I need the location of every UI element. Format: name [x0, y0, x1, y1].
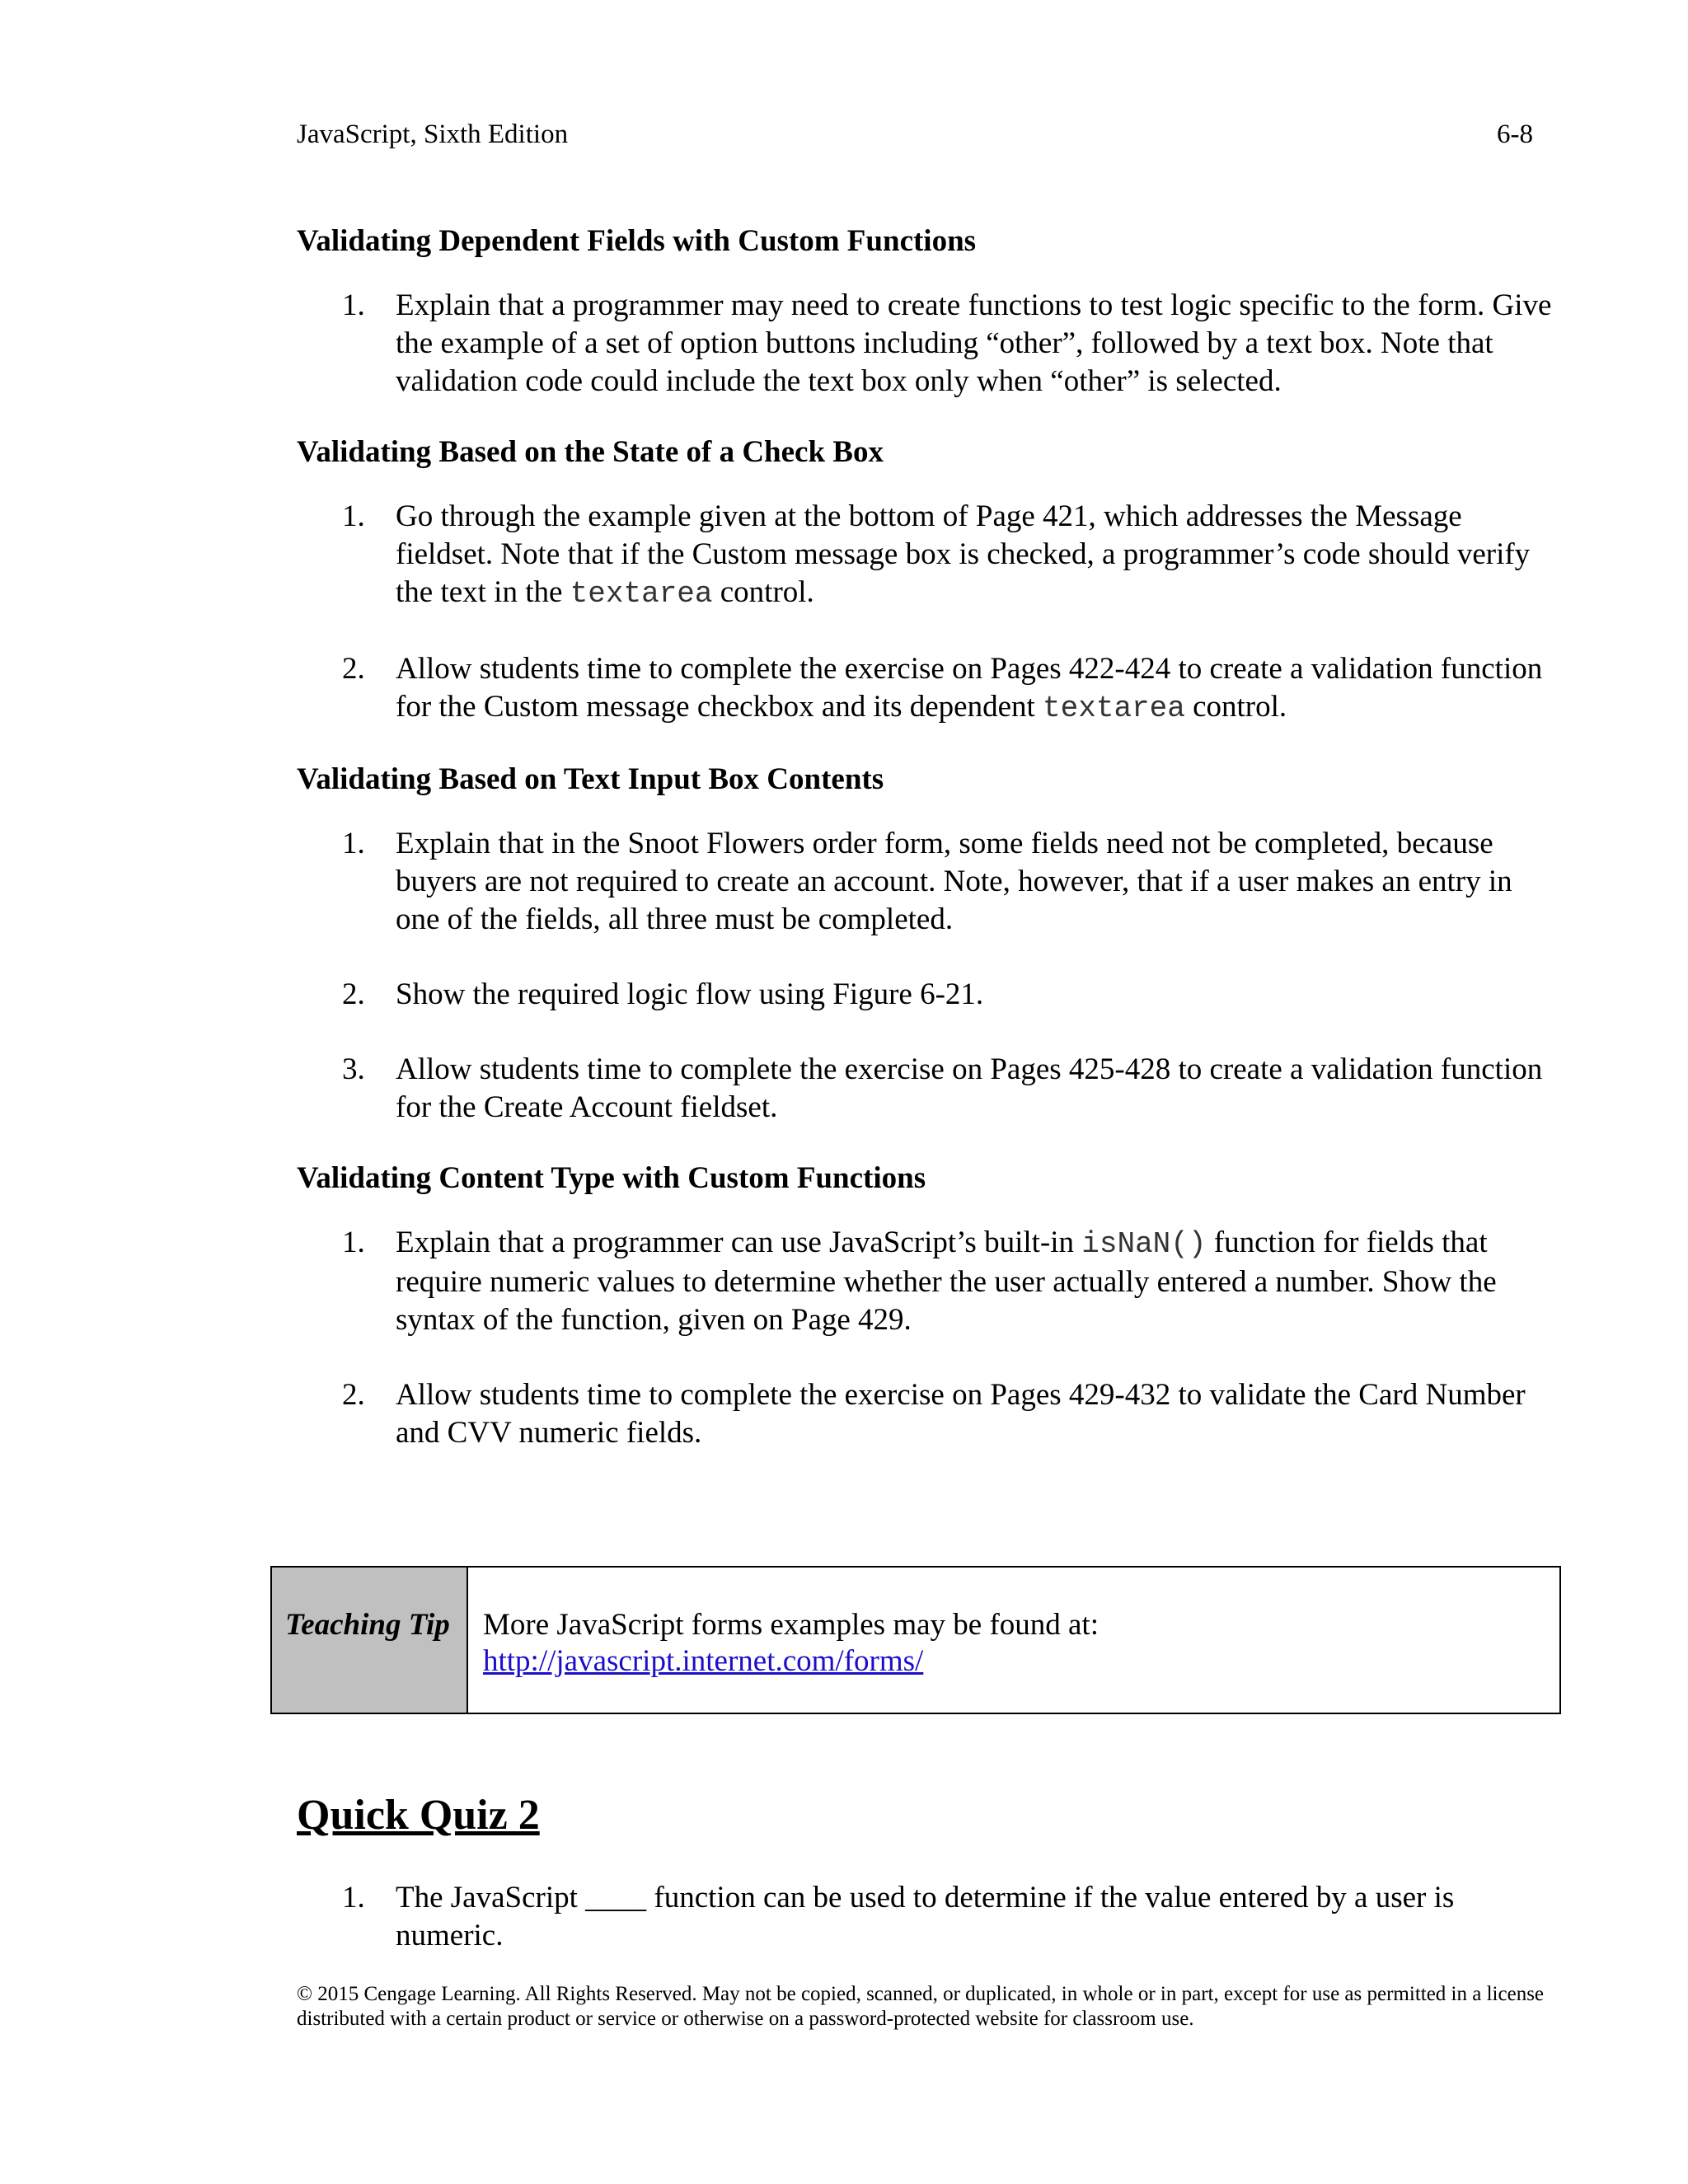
list-text: Go through the example given at the bottom of Page 421, which addresses the Message fieldset. Note that if the Custom message box is checked, a programmer’s code should verify the text in the: [396, 499, 1531, 609]
list-number: 1.: [342, 499, 365, 533]
code-term: textarea: [570, 577, 713, 611]
list-item: [297, 976, 1558, 1014]
list-number: 3.: [342, 1052, 365, 1086]
list-text: Allow students time to complete the exercise on Pages 422-424 to create a validation function for the Custom message checkbox and its dependent: [396, 652, 1543, 724]
list-text: Allow students time to complete the exercise on Pages 425-428 to create a validation function for the Create Account fieldset.: [396, 1052, 1543, 1124]
section-text-input-contents: [297, 761, 1558, 1127]
numbered-list: [297, 825, 1558, 1127]
list-number: 1.: [342, 1226, 365, 1259]
teaching-tip-label: Teaching Tip: [272, 1568, 468, 1713]
teaching-tip-box: [270, 1566, 1561, 1714]
code-term: isNaN(): [1081, 1227, 1207, 1261]
section-check-box-state: [297, 434, 1558, 728]
list-item: [297, 1051, 1558, 1127]
list-number: 2.: [342, 977, 365, 1011]
list-number: 2.: [342, 652, 365, 686]
list-item: [297, 1376, 1558, 1452]
numbered-list: [297, 498, 1558, 728]
code-term: textarea: [1043, 691, 1185, 725]
list-text: Explain that a programmer may need to create functions to test logic specific to the form. Give the example of a set of option buttons including “other”, followed by a text box. Note that validation code could include the text box only when “other” is selected.: [396, 288, 1552, 398]
quiz-list: [297, 1879, 1558, 1955]
list-text: function for fields that require numeric values to determine whether the user actually entered a number. Show the syntax of the function, given on Page 429.: [396, 1226, 1497, 1337]
list-item: [297, 498, 1558, 613]
teaching-tip-link[interactable]: http://javascript.internet.com/forms/: [483, 1644, 924, 1678]
page-number: 6-8: [1497, 120, 1533, 149]
list-text: The JavaScript ____ function can be used to determine if the value entered by a user is numeric.: [396, 1881, 1455, 1952]
list-text: control.: [1184, 690, 1287, 724]
numbered-list: [297, 1224, 1558, 1452]
section-dependent-fields: [297, 223, 1558, 401]
list-number: 1.: [342, 288, 365, 322]
list-text: Explain that a programmer can use JavaScript’s built-in: [396, 1226, 1082, 1259]
list-text: Show the required logic flow using Figure 6-21.: [396, 977, 984, 1011]
list-text: Allow students time to complete the exercise on Pages 429-432 to validate the Card Number and CVV numeric fields.: [396, 1378, 1526, 1450]
quiz-title: Quick Quiz 2: [297, 1792, 540, 1839]
numbered-list: [297, 1879, 1558, 1955]
numbered-list: [297, 287, 1558, 401]
section-content-type: [297, 1160, 1558, 1452]
list-number: 1.: [342, 1881, 365, 1915]
list-item: [297, 1879, 1558, 1955]
section-heading: Validating Content Type with Custom Functions: [297, 1161, 926, 1195]
list-number: 2.: [342, 1378, 365, 1412]
section-heading: Validating Based on Text Input Box Contents: [297, 762, 884, 796]
copyright-footer: © 2015 Cengage Learning. All Rights Reserved. May not be copied, scanned, or duplicated, in whole or in part, except for use as permitted in a license distributed with a certain product or service or otherwise on a password-protected website for classroom use.: [297, 1983, 1545, 2030]
list-item: [297, 650, 1558, 728]
list-text: control.: [712, 575, 814, 609]
list-number: 1.: [342, 827, 365, 860]
main-content: [297, 223, 1558, 1485]
list-item: [297, 825, 1558, 939]
running-header-title: JavaScript, Sixth Edition: [297, 120, 569, 149]
list-item: [297, 1224, 1558, 1339]
teaching-tip-body: [468, 1568, 1559, 1713]
section-heading: Validating Based on the State of a Check Box: [297, 435, 884, 469]
list-text: Explain that in the Snoot Flowers order form, some fields need not be completed, because buyers are not required to create an account. Note, however, that if a user makes an entry in one of the fields, all three must be completed.: [396, 827, 1512, 936]
section-heading: Validating Dependent Fields with Custom Functions: [297, 224, 977, 258]
teaching-tip-text: More JavaScript forms examples may be found at:: [483, 1608, 1099, 1642]
list-item: [297, 287, 1558, 401]
